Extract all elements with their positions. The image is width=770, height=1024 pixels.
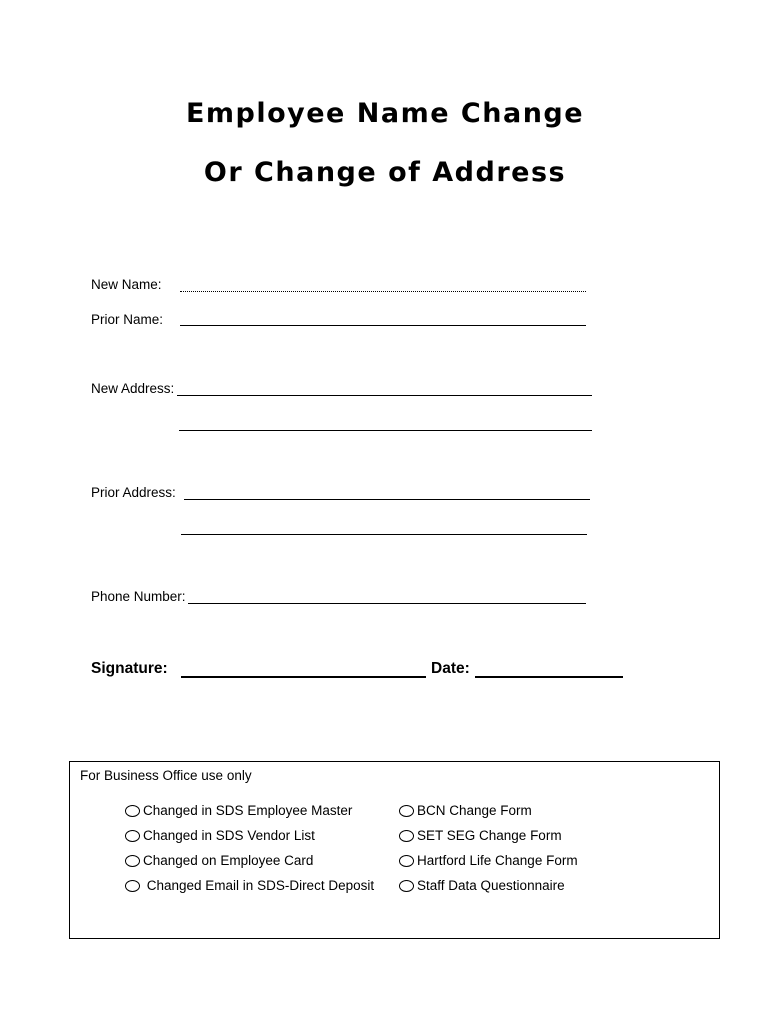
option-staff-data-questionnaire[interactable] bbox=[399, 878, 565, 893]
option-label: Staff Data Questionnaire bbox=[417, 878, 565, 893]
form-subtitle: Or Change of Address bbox=[203, 157, 567, 188]
radio-circle-icon[interactable] bbox=[125, 830, 140, 842]
option-label: Changed in SDS Employee Master bbox=[143, 803, 353, 818]
form-title: Employee Name Change bbox=[185, 98, 585, 129]
option-bcn-change-form[interactable] bbox=[399, 803, 532, 818]
option-sds-employee-master[interactable] bbox=[125, 803, 352, 818]
new-address-label: New Address: bbox=[91, 381, 175, 396]
radio-circle-icon[interactable] bbox=[125, 880, 140, 892]
radio-circle-icon[interactable] bbox=[125, 805, 140, 817]
option-label: Changed in SDS Vendor List bbox=[143, 828, 315, 843]
phone-number-field[interactable] bbox=[188, 603, 586, 604]
new-name-label: New Name: bbox=[91, 277, 162, 292]
option-label: SET SEG Change Form bbox=[417, 828, 562, 843]
phone-number-label: Phone Number: bbox=[91, 589, 186, 604]
radio-circle-icon[interactable] bbox=[399, 855, 414, 867]
option-hartford-life-change-form[interactable] bbox=[399, 853, 578, 868]
new-name-field[interactable] bbox=[180, 291, 586, 292]
prior-name-label: Prior Name: bbox=[91, 312, 164, 327]
business-office-box bbox=[69, 761, 720, 939]
prior-address-field-line2[interactable] bbox=[181, 534, 587, 535]
radio-circle-icon[interactable] bbox=[399, 880, 414, 892]
new-address-field-line1[interactable] bbox=[177, 395, 592, 396]
option-sds-vendor-list[interactable] bbox=[125, 828, 315, 843]
radio-circle-icon[interactable] bbox=[399, 830, 414, 842]
option-label: Changed Email in SDS-Direct Deposit bbox=[143, 878, 375, 893]
option-set-seg-change-form[interactable] bbox=[399, 828, 562, 843]
new-address-field-line2[interactable] bbox=[179, 430, 592, 431]
option-label: Hartford Life Change Form bbox=[417, 853, 578, 868]
radio-circle-icon[interactable] bbox=[399, 805, 414, 817]
option-employee-card[interactable] bbox=[125, 853, 313, 868]
option-label: Changed on Employee Card bbox=[143, 853, 314, 868]
radio-circle-icon[interactable] bbox=[125, 855, 140, 867]
prior-name-field[interactable] bbox=[180, 325, 586, 326]
date-field[interactable] bbox=[475, 676, 623, 678]
business-office-title: For Business Office use only bbox=[80, 768, 252, 783]
prior-address-field-line1[interactable] bbox=[184, 499, 590, 500]
prior-address-label: Prior Address: bbox=[91, 485, 176, 500]
date-label: Date: bbox=[431, 660, 470, 677]
option-email-direct-deposit[interactable] bbox=[125, 878, 374, 893]
signature-label: Signature: bbox=[91, 660, 168, 677]
signature-field[interactable] bbox=[181, 676, 426, 678]
option-label: BCN Change Form bbox=[417, 803, 532, 818]
